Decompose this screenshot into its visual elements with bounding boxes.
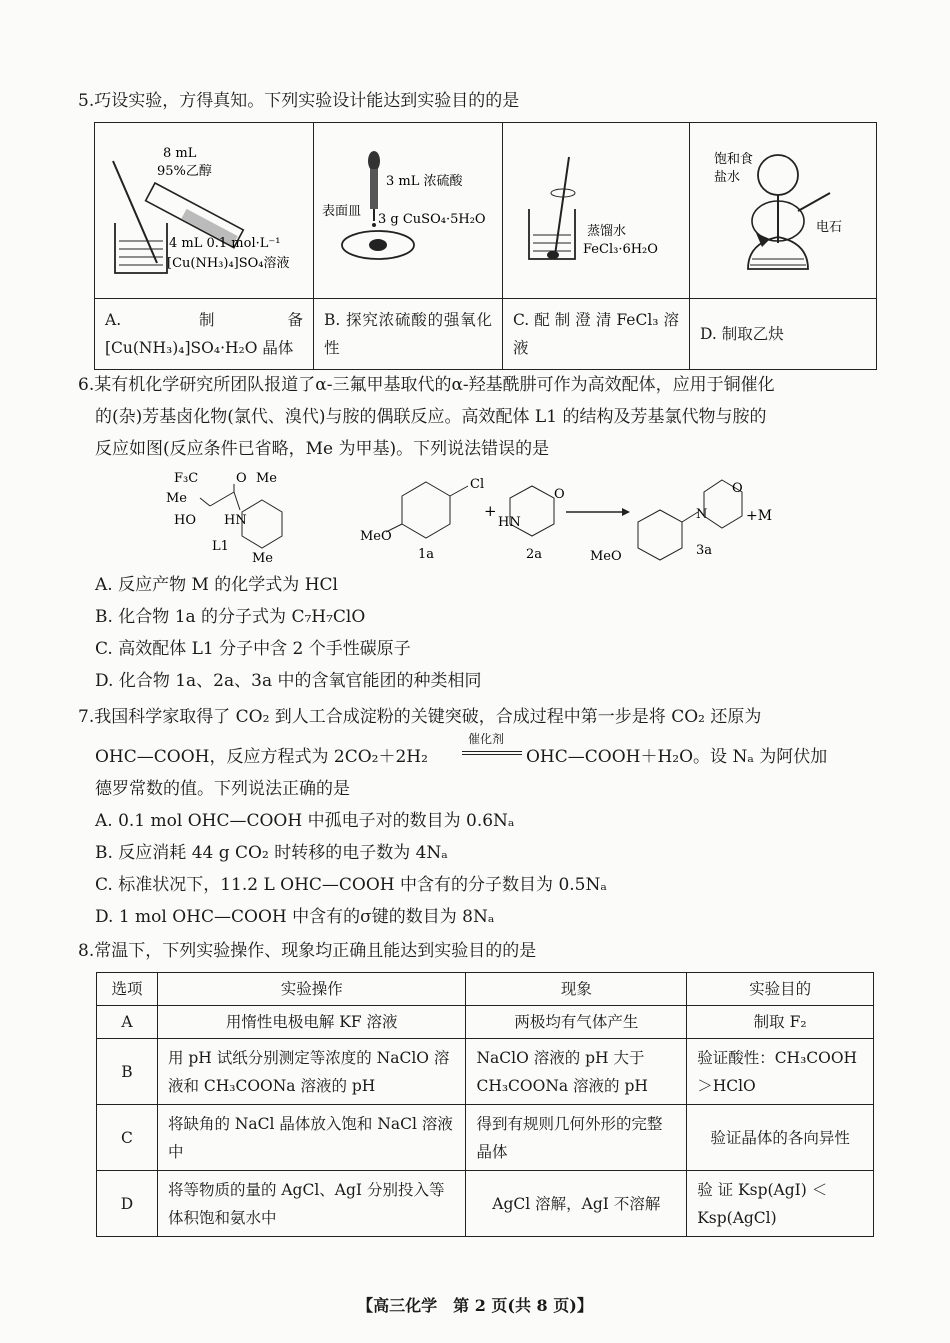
1a-cl: Cl [470, 477, 485, 492]
3a-label: 3a [696, 543, 713, 558]
q5-fig-d [690, 123, 877, 299]
q7-catalyst-label: 催化剂 [468, 732, 505, 746]
q7-equation-arrow [462, 751, 522, 755]
q5b-label-acid: 3 mL 浓硫酸 [386, 174, 463, 189]
q5d-label-brine1: 饱和食 [714, 152, 754, 167]
table-row [97, 1105, 874, 1171]
q5b-label-cuso4: 3 g CuSO₄·5H₂O [378, 212, 486, 227]
q5-caption-c: C. 配 制 澄 清 FeCl₃ 溶液 [503, 299, 690, 370]
l1-hn: HN [224, 513, 247, 528]
q8-row-b-phenomenon: NaClO 溶液的 pH 大于 CH₃COONa 溶液的 pH [466, 1039, 687, 1105]
l1-me-top: Me [256, 471, 278, 486]
1a-label: 1a [418, 547, 435, 562]
q6-line3: 反应如图(反应条件已省略，Me 为甲基)。下列说法错误的是 [95, 439, 550, 459]
q5-fig-b [314, 123, 503, 299]
q8-header-operation: 实验操作 [157, 973, 466, 1006]
q5-stem: 5.巧设实验，方得真知。下列实验设计能达到实验目的的是 [78, 91, 520, 111]
q8-row-b-option: B [97, 1039, 158, 1105]
3a-o: O [732, 481, 743, 496]
plus-sign: + [484, 502, 497, 520]
1a-meo: MeO [360, 529, 392, 544]
q5-fig-a [95, 123, 314, 299]
table-row [97, 1171, 874, 1237]
q8-row-a-phenomenon: 两极均有气体产生 [466, 1006, 687, 1039]
q8-row-c-operation: 将缺角的 NaCl 晶体放入饱和 NaCl 溶液中 [157, 1105, 466, 1171]
q8-row-b-operation: 用 pH 试纸分别测定等浓度的 NaClO 溶液和 CH₃COONa 溶液的 pH [157, 1039, 466, 1105]
q5-caption-d: D. 制取乙炔 [690, 299, 877, 370]
q5a-label-conc: 4 mL 0.1 mol·L⁻¹ [169, 236, 281, 251]
q8-row-d-purpose: 验 证 Ksp(AgI) ＜ Ksp(AgCl) [687, 1171, 874, 1237]
q5-caption-a: A. 制备[Cu(NH₃)₄]SO₄·H₂O 晶体 [95, 299, 314, 370]
q7-line2-right: OHC—COOH＋H₂O。设 Nₐ 为阿伏加 [526, 747, 828, 767]
product-m: +M [746, 508, 773, 524]
q8-row-b-purpose: 验证酸性：CH₃COOH ＞HClO [687, 1039, 874, 1105]
q5b-label-watchglass: 表面皿 [322, 204, 362, 219]
q6-line2: 的(杂)芳基卤化物(氯代、溴代)与胺的偶联反应。高效配体 L1 的结构及芳基氯代物与胺的 [95, 407, 767, 427]
q7-option-b: B. 反应消耗 44 g CO₂ 时转移的电子数为 4Nₐ [95, 843, 448, 863]
q5-fig-b-apparatus [314, 123, 502, 289]
q5c-label-fecl3: FeCl₃·6H₂O [583, 242, 658, 257]
2a-o: O [554, 487, 565, 502]
q5-caption-b: B. 探究浓硫酸的强氧化性 [314, 299, 503, 370]
q8-row-a-purpose: 制取 F₂ [687, 1006, 874, 1039]
q5c-label-water: 蒸馏水 [587, 224, 627, 239]
q5a-label-solution: [Cu(NH₃)₄]SO₄溶液 [167, 256, 290, 271]
q6-option-c: C. 高效配体 L1 分子中含 2 个手性碳原子 [95, 639, 411, 659]
l1-label: L1 [212, 539, 229, 554]
page-footer: 【高三化学 第 2 页(共 8 页)】 [357, 1296, 593, 1315]
l1-f3c: F₃C [174, 471, 199, 486]
l1-me-bottom: Me [252, 551, 274, 566]
l1-o: O [236, 471, 247, 486]
q5-fig-a-apparatus [95, 123, 313, 289]
q7-line3: 德罗常数的值。下列说法正确的是 [95, 779, 350, 799]
q5a-label-ethanol: 95%乙醇 [157, 164, 212, 179]
q8-row-c-option: C [97, 1105, 158, 1171]
table-row [97, 1039, 874, 1105]
q8-row-a-operation: 用惰性电极电解 KF 溶液 [157, 1006, 466, 1039]
q5-figure-table [94, 122, 877, 370]
q8-row-d-option: D [97, 1171, 158, 1237]
q8-row-a-option: A [97, 1006, 158, 1039]
q6-reaction-scheme [150, 462, 790, 572]
q8-row-c-purpose: 验证晶体的各向异性 [687, 1105, 874, 1171]
q5-fig-d-apparatus [690, 123, 876, 289]
q8-table [96, 972, 874, 1237]
q5d-label-carbide: 电石 [816, 220, 843, 235]
q5d-label-brine2: 盐水 [714, 170, 741, 185]
q8-stem: 8.常温下，下列实验操作、现象均正确且能达到实验目的的是 [78, 941, 537, 961]
3a-meo: MeO [590, 549, 622, 564]
q7-line2-left: OHC—COOH，反应方程式为 2CO₂＋2H₂ [95, 747, 428, 767]
q7-option-d: D. 1 mol OHC—COOH 中含有的σ键的数目为 8Nₐ [95, 907, 495, 927]
q8-header-option: 选项 [97, 973, 158, 1006]
q8-row-c-phenomenon: 得到有规则几何外形的完整晶体 [466, 1105, 687, 1171]
l1-ho: HO [174, 513, 196, 528]
q7-option-c: C. 标准状况下，11.2 L OHC—COOH 中含有的分子数目为 0.5Nₐ [95, 875, 607, 895]
q8-header-purpose: 实验目的 [687, 973, 874, 1006]
q5-fig-c-apparatus [503, 123, 689, 289]
q8-row-d-operation: 将等物质的量的 AgCl、AgI 分别投入等体积饱和氨水中 [157, 1171, 466, 1237]
q6-option-d: D. 化合物 1a、2a、3a 中的含氧官能团的种类相同 [95, 671, 482, 691]
table-row [97, 1006, 874, 1039]
2a-label: 2a [526, 547, 543, 562]
l1-me: Me [166, 491, 188, 506]
3a-n: N [696, 507, 708, 522]
q6-option-a: A. 反应产物 M 的化学式为 HCl [95, 575, 338, 595]
q7-option-a: A. 0.1 mol OHC—COOH 中孤电子对的数目为 0.6Nₐ [95, 811, 515, 831]
q5a-label-volume: 8 mL [163, 146, 197, 161]
q7-line1: 7.我国科学家取得了 CO₂ 到人工合成淀粉的关键突破，合成过程中第一步是将 CO₂ 还原为 [78, 707, 762, 727]
q8-header-phenomenon: 现象 [466, 973, 687, 1006]
q6-option-b: B. 化合物 1a 的分子式为 C₇H₇ClO [95, 607, 366, 627]
q8-header-row [97, 973, 874, 1006]
q8-row-d-phenomenon: AgCl 溶解，AgI 不溶解 [466, 1171, 687, 1237]
q6-line1: 6.某有机化学研究所团队报道了α-三氟甲基取代的α-羟基酰肼可作为高效配体，应用于铜催化 [78, 375, 775, 395]
q5-fig-c [503, 123, 690, 299]
2a-hn: HN [498, 515, 521, 530]
